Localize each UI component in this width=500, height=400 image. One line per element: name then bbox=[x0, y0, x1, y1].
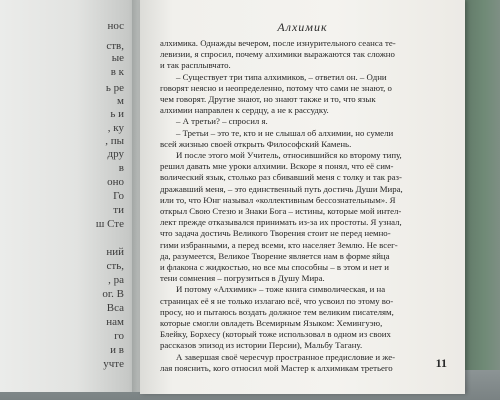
text-line: дражавший меня, – это единственный путь достичь Души Мира, bbox=[160, 183, 403, 194]
text-line: лект прежде отказывался принимать из-за их простоты. Я узнал, bbox=[160, 217, 402, 228]
text-line: И после этого мой Учитель, относившийся ко второму типу, bbox=[176, 150, 402, 161]
left-page-fragment: м bbox=[117, 95, 124, 107]
left-page-fragment: , ра bbox=[108, 274, 124, 286]
left-page-fragment: ые bbox=[111, 52, 124, 64]
left-page-fragment: нос bbox=[107, 20, 124, 32]
left-page-fragment: дру bbox=[107, 148, 124, 160]
page-number: 11 bbox=[435, 356, 447, 370]
left-page-fragment: ь ре bbox=[105, 82, 124, 94]
text-line: открыл Свою Стезю и Знаки Бога – истины, которые мой интел- bbox=[160, 206, 402, 217]
text-line: или то, что Юнг называл «коллективным бессознательным». Я bbox=[160, 194, 396, 205]
text-line: всей жизнью своей открыть Философский Камень. bbox=[160, 138, 352, 149]
text-line: Блейку, Борхесу (который тоже использовал в одном из своих bbox=[160, 329, 391, 340]
background-book-cover bbox=[460, 0, 500, 400]
text-line: волический язык, столько раз сбивавший меня с толку и так раз- bbox=[160, 172, 402, 183]
left-page bbox=[0, 0, 140, 392]
left-page-fragment: ств, bbox=[106, 40, 124, 52]
left-page-fragment: в к bbox=[110, 66, 124, 78]
left-page-fragment: Го bbox=[113, 190, 124, 202]
text-line: тени сомнения – погрузиться в Душу Мира. bbox=[160, 273, 325, 284]
left-page-fragment: ний bbox=[106, 246, 124, 258]
left-page-fragment: учте bbox=[103, 358, 124, 370]
left-page-fragment: , пы bbox=[105, 135, 124, 147]
text-line: рассказов эпизод из истории Персии), Мальбу Тагану. bbox=[160, 340, 363, 351]
left-page-fragment: в bbox=[118, 162, 124, 174]
text-line: алхимика. Однажды вечером, после изнурительного сеанса те- bbox=[160, 38, 396, 48]
text-line: – А третьи? – спросил я. bbox=[176, 116, 268, 127]
left-page-fragment: го bbox=[114, 330, 124, 342]
text-line: левизии, я спросил, почему алхимики выражаются так сложно bbox=[160, 49, 395, 60]
text-line: И потому «Алхимик» – тоже книга символическая, и на bbox=[176, 284, 386, 295]
text-line: алхимии направлен к сердцу, а не к рассудку. bbox=[160, 105, 329, 116]
text-line: – Третьи – это те, кто и не слышал об алхимии, но сумели bbox=[176, 127, 394, 138]
text-line: что задача достичь Великого Творения стоит не перед немно- bbox=[160, 228, 391, 239]
left-page-fragment: , ку bbox=[107, 122, 124, 134]
left-page-fragment: ь и bbox=[110, 108, 124, 120]
left-page-fragment: нам bbox=[106, 316, 124, 328]
left-page-fragment: оно bbox=[107, 176, 124, 188]
page-body-text bbox=[160, 38, 445, 374]
text-line: гими избранными, а перед всеми, кто населяет Землю. Не всег- bbox=[160, 239, 398, 250]
left-page-fragment: Вса bbox=[106, 302, 124, 314]
right-page bbox=[140, 0, 465, 394]
text-line: А завершая своё чересчур пространное предисловие и же- bbox=[176, 351, 396, 362]
text-line: которые смогли овладеть Всемирным Языком: Хемингуэю, bbox=[160, 318, 383, 329]
text-line: и так расплывчато. bbox=[160, 60, 231, 71]
text-line: страницах её я не только излагаю всё, что усвоил по этому во- bbox=[160, 295, 394, 306]
text-line: просу, но и пытаюсь воздать должное тем великим писателям, bbox=[160, 306, 394, 317]
left-page-fragment: и в bbox=[110, 344, 124, 356]
text-line: говорят неясно и неопределенно, потому что сами не знают, о bbox=[160, 82, 392, 93]
left-page-fragment: ш Сте bbox=[95, 218, 124, 230]
text-line: лая пояснить, кого относил мой Мастер к алхимикам третьего bbox=[160, 362, 393, 373]
text-line: чем говорят. Другие знают, но знают также и то, что язык bbox=[160, 94, 376, 105]
left-page-fragment: ти bbox=[113, 204, 124, 216]
left-page-fragment: ог. В bbox=[102, 288, 124, 300]
text-line: – Существует три типа алхимиков, – ответил он. – Одни bbox=[176, 71, 387, 82]
text-line: и флакона с жидкостью, но все мы способны – в этом и нет и bbox=[160, 262, 390, 273]
text-line: да, разумеется, Великое Творение является нам в форме яйца bbox=[160, 250, 390, 261]
text-line: решил давать мне уроки алхимии. Вскоре я понял, что её сим- bbox=[160, 161, 394, 172]
running-head: Алхимик bbox=[277, 20, 328, 34]
left-page-fragment: сть, bbox=[106, 260, 124, 272]
